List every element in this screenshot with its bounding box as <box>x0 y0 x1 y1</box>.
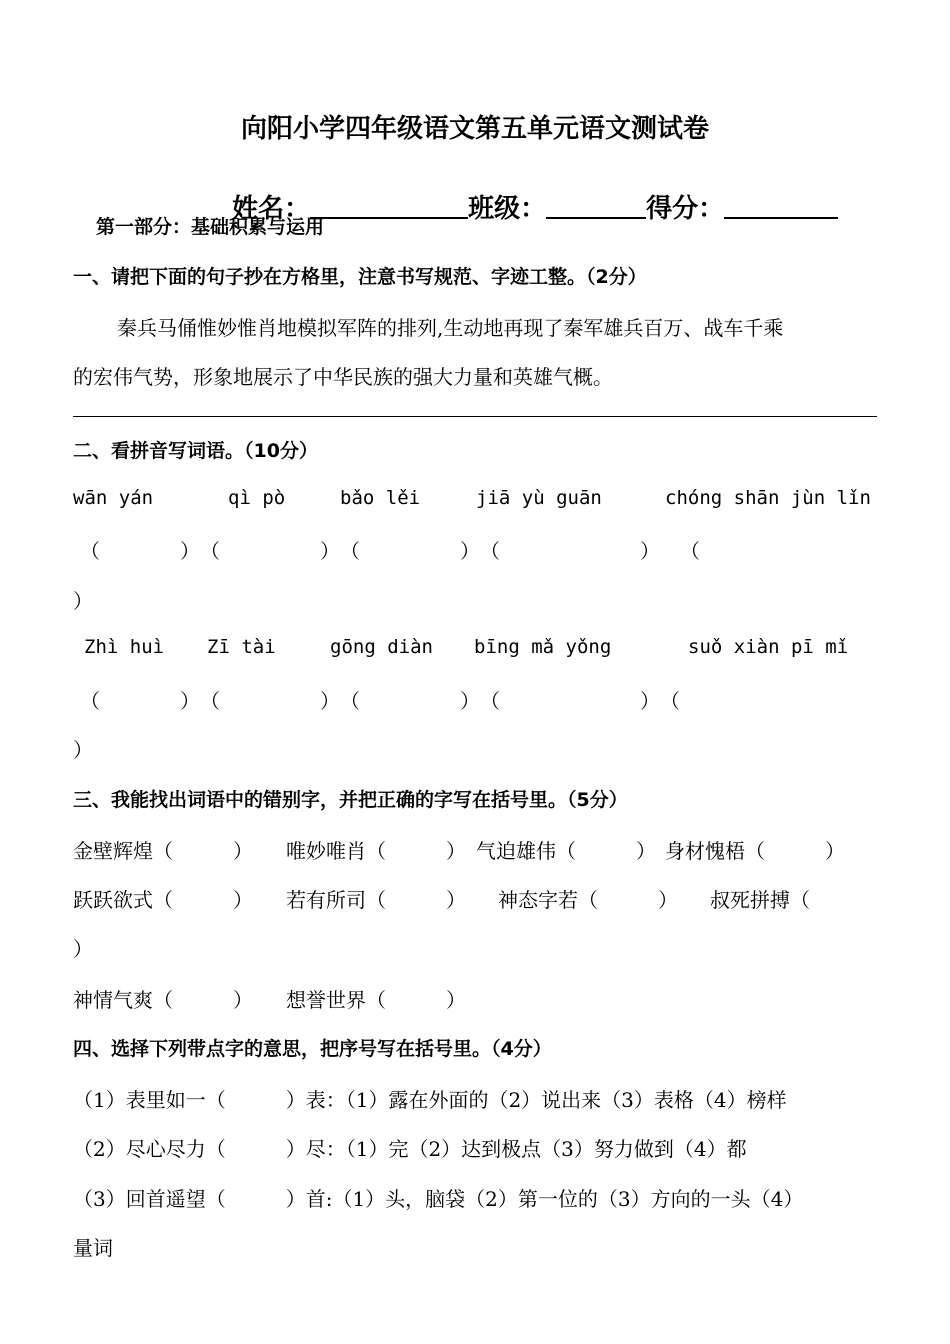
pinyin-item: chóng shān jùn lǐn <box>665 487 871 509</box>
pinyin-item: qì pò <box>228 487 286 509</box>
pinyin-item: bǎo lěi <box>340 487 421 509</box>
pinyin-item: Zī tài <box>207 636 276 658</box>
class-label: 班级： <box>468 194 547 224</box>
pinyin-item: jiā yù guān <box>476 487 602 509</box>
class-blank[interactable] <box>546 191 646 219</box>
q3-close-paren: ） <box>73 937 93 961</box>
q3-word-item[interactable]: 叔死拼搏（ <box>710 888 810 912</box>
q1-heading: 一、请把下面的句子抄在方格里，注意书写规范、字迹工整。（2分） <box>73 266 647 288</box>
pinyin-item: wān yán <box>73 487 154 509</box>
q3-word-item[interactable]: 气迫雄伟（ ） <box>476 839 656 863</box>
q3-word-item[interactable]: 唯妙唯肖（ ） <box>286 839 466 863</box>
q3-word-item[interactable]: 跃跃欲式（ ） <box>73 888 253 912</box>
q3-heading: 三、我能找出词语中的错别字，并把正确的字写在括号里。（5分） <box>73 789 628 811</box>
q2-close-paren-row2: ） <box>73 738 93 762</box>
pinyin-item: bīng mǎ yǒng <box>474 636 612 658</box>
name-label: 姓名： <box>232 194 311 224</box>
pinyin-item: Zhì huì <box>84 636 165 658</box>
part1-heading: 第一部分：基础积累与运用 <box>96 216 325 238</box>
q3-word-item[interactable]: 想誉世界（ ） <box>286 988 466 1012</box>
page-title: 向阳小学四年级语文第五单元语文测试卷 <box>240 114 709 144</box>
q1-writing-line[interactable] <box>73 416 877 417</box>
q2-close-paren-row1: ） <box>73 589 93 613</box>
q3-word-item[interactable]: 金壁辉煌（ ） <box>73 839 253 863</box>
q3-word-item[interactable]: 神态字若（ ） <box>498 888 678 912</box>
q3-word-item[interactable]: 身材愧梧（ ） <box>665 839 845 863</box>
q4-heading: 四、选择下列带点字的意思，把序号写在括号里。（4分） <box>73 1038 552 1060</box>
name-blank[interactable] <box>310 191 468 219</box>
q1-passage-line2: 的宏伟气势，形象地展示了中华民族的强大力量和英雄气概。 <box>73 365 613 389</box>
q4-item-2[interactable]: （2）尽心尽力（ ）尽：（1）完（2）达到极点（3）努力做到（4）都 <box>73 1137 747 1161</box>
q3-word-item[interactable]: 神情气爽（ ） <box>73 988 253 1012</box>
q4-item-3-continued: 量词 <box>73 1236 113 1260</box>
q2-heading: 二、看拼音写词语。（10分） <box>73 440 318 462</box>
q4-item-1[interactable]: （1）表里如一（ ）表：（1）露在外面的（2）说出来（3）表格（4）榜样 <box>73 1088 787 1112</box>
q2-answer-brackets-row1[interactable]: （ ） （ ） （ ） （ ） （ <box>80 539 700 563</box>
q4-item-3[interactable]: （3）回首遥望（ ）首:（1）头，脑袋（2）第一位的（3）方向的一头（4） <box>73 1187 804 1211</box>
score-label: 得分： <box>646 194 725 224</box>
q2-answer-brackets-row2[interactable]: （ ） （ ） （ ） （ ） （ <box>80 689 680 713</box>
q1-passage-line1: 秦兵马俑惟妙惟肖地模拟军阵的排列,生动地再现了秦军雄兵百万、战车千乘 <box>117 316 784 340</box>
q3-word-item[interactable]: 若有所司（ ） <box>286 888 466 912</box>
pinyin-item: suǒ xiàn pī mǐ <box>688 636 849 658</box>
pinyin-item: gōng diàn <box>330 636 433 658</box>
score-blank[interactable] <box>724 191 838 219</box>
